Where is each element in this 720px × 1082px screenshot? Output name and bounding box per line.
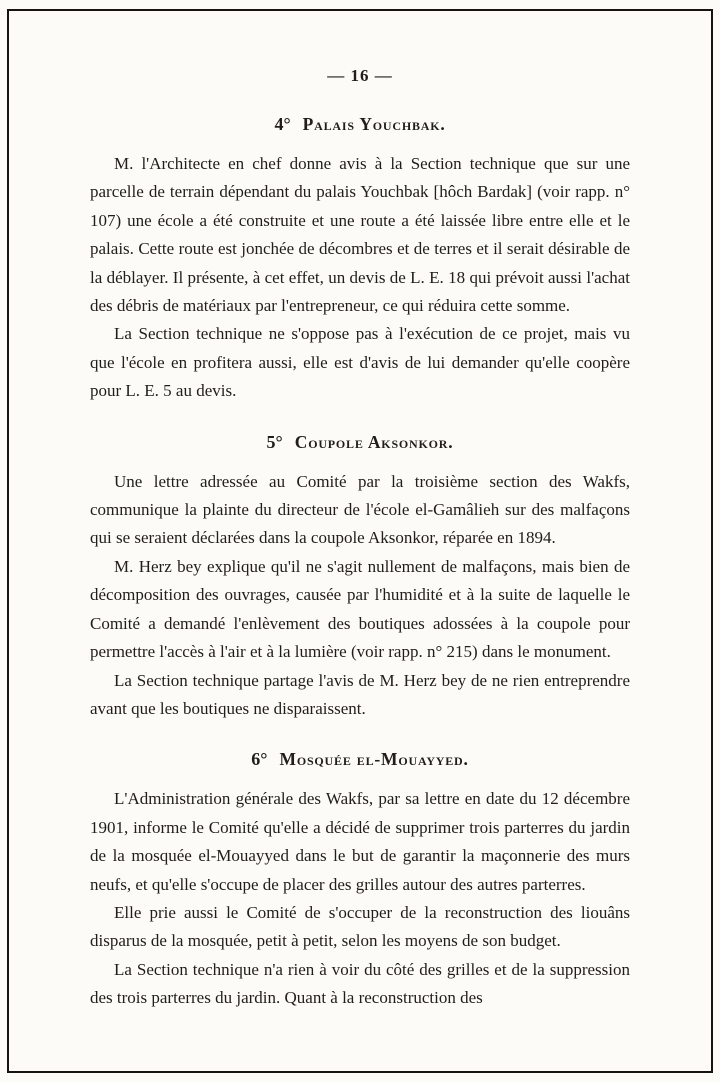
section-title: Coupole Aksonkor. — [294, 431, 454, 452]
paragraph: La Section technique partage l'avis de M. Herz bey de ne rien entreprendre avant que les boutiques ne disparaissent. — [90, 670, 630, 718]
section-heading — [90, 428, 630, 455]
section-heading — [90, 110, 630, 137]
section-coupole-aksonkor — [90, 428, 630, 724]
section-number: 6° — [251, 749, 268, 770]
page-number: — 16 — — [327, 66, 393, 85]
section-palais-youchbak — [90, 110, 630, 406]
section-mosquee-el-mouayyed — [90, 745, 630, 1012]
paragraph: Elle prie aussi le Comité de s'occuper de la reconstruction des liouâns disparus de la mosquée, petit à petit, selon les moyens de son budget. — [90, 902, 630, 951]
paragraph: La Section technique ne s'oppose pas à l'exécution de ce projet, mais vu que l'école en profitera aussi, elle est d'avis de lui demander qu'elle coopère pour L. E. 5 au devis. — [90, 324, 630, 401]
paragraph: L'Administration générale des Wakfs, par sa lettre en date du 12 décembre 1901, informe le Comité qu'elle a décidé de supprimer trois parterres du jardin de la mosquée el-Mouayyed dans le but de garantir la maçonnerie des murs neufs, et qu'elle s'occupe de placer des grilles autour des autres parterres. — [90, 789, 630, 894]
section-title: Palais Youchbak. — [302, 114, 446, 134]
paragraph: La Section technique n'a rien à voir du côté des grilles et de la suppression des trois parterres du jardin. Quant à la reconstruction des — [90, 959, 630, 1008]
paragraph: Une lettre adressée au Comité par la troisième section des Wakfs, communique la plainte du directeur de l'école el-Gamâlieh sur des malfaçons qui se seraient déclarées dans la coupole Aksonkor, réparée en 1894. — [90, 471, 630, 548]
section-heading — [90, 745, 630, 772]
section-number: 5° — [266, 431, 283, 452]
paragraph: M. Herz bey explique qu'il ne s'agit nullement de malfaçons, mais bien de décomposition des ouvrages, causée par l'humidité et à la suite de laquelle le Comité a demandé l'enlèvement des boutiques adossées à la coupole pour permettre l'accès à l'air et à la lumière (voir rapp. n° 215) dans le monument. — [90, 556, 630, 662]
section-title: Mosquée el-Mouayyed. — [279, 749, 469, 770]
section-number: 4° — [274, 114, 291, 134]
paragraph: M. l'Architecte en chef donne avis à la Section technique que sur une parcelle de terrain dépendant du palais Youchbak [hôch Bardak] (voir rapp. n° 107) une école a été construite et une route a été laissée libre entre elle et le palais. Cette route est jonchée de décombres et de terres et il serait désirable de la déblayer. Il présente, à cet effet, un devis de L. E. 18 qui prévoit aussi l'achat des débris de matériaux par l'entrepreneur, ce qui réduira cette somme. — [90, 154, 630, 316]
